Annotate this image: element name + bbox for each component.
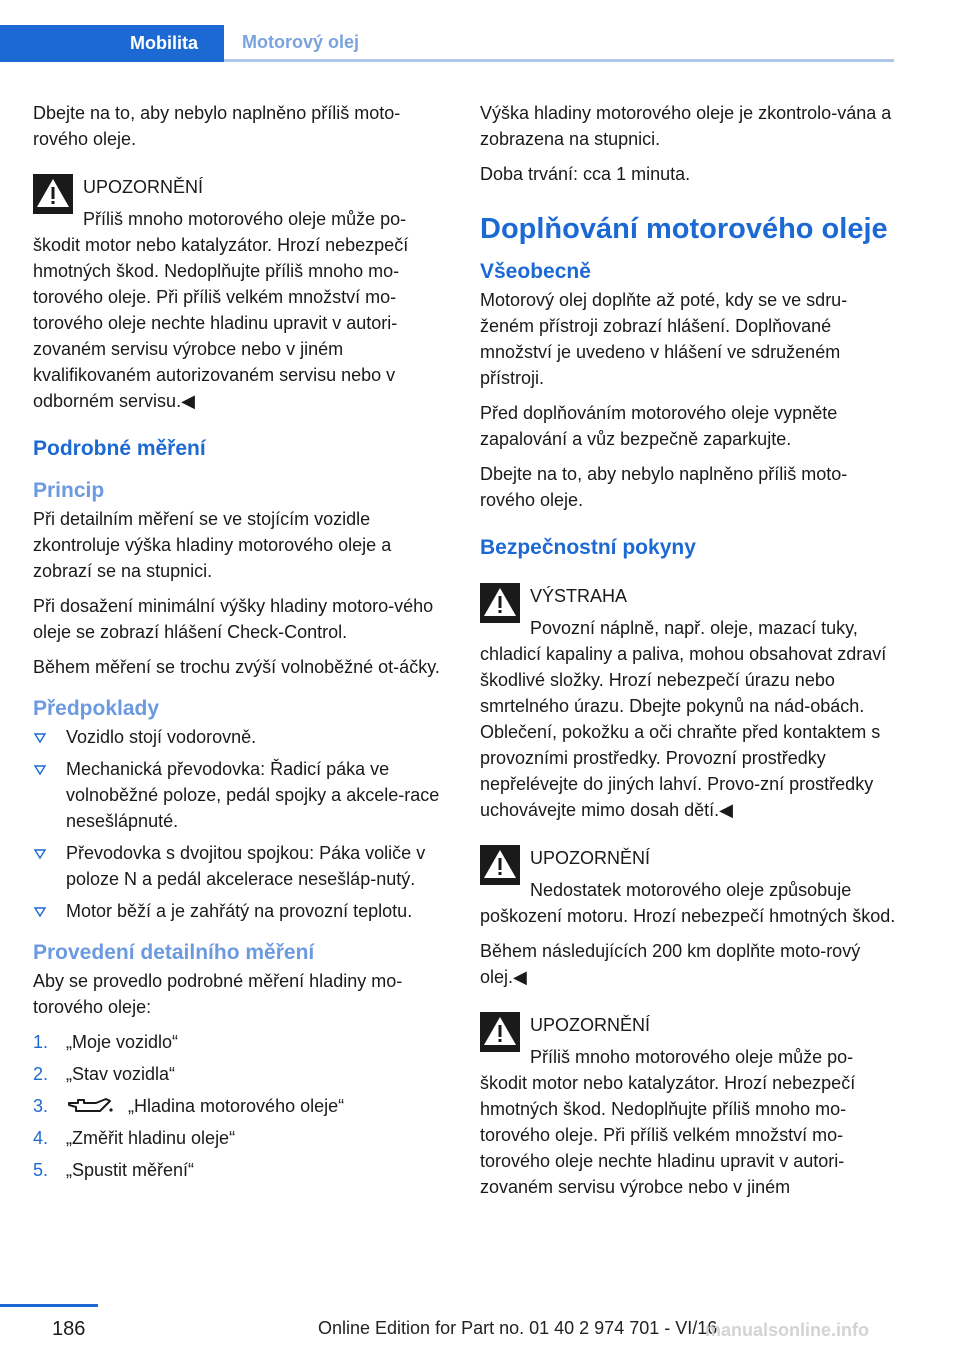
step-number: 4. — [33, 1128, 49, 1148]
section-tab-motorovy-olej: Motorový olej — [224, 25, 894, 62]
warning-title: UPOZORNĚNÍ — [530, 848, 651, 868]
paragraph: Výška hladiny motorového oleje je zkontrolo‐vána a zobrazena na stupnici. — [480, 103, 892, 149]
warning-text: Příliš mnoho motorového oleje může po‐škodit motor nebo katalyzátor. Hrozí nebezpečí hmotných škod. Nedoplňujte příliš mnoho mo‐torového oleje. Při příliš velkém množství mo‐torového oleje nechte hladinu upravit v autori‐zovaném servisu výrobce nebo v jiném kvalifikovaném autorizovaném servisu nebo v odborném servisu.◀ — [33, 209, 409, 411]
warning-triangle-icon — [480, 1012, 520, 1052]
step-number: 2. — [33, 1064, 49, 1084]
paragraph: Při dosažení minimální výšky hladiny motoro‐vého oleje se zobrazí hlášení Check-Control. — [33, 596, 434, 642]
section-heading: Všeobecně — [480, 260, 591, 283]
triangle-bullet-icon — [33, 724, 47, 750]
paragraph: Aby se provedlo podrobné měření hladiny mo‐torového oleje: — [33, 971, 403, 1017]
right-column — [480, 100, 897, 1209]
list-item: 4. „Změřit hladinu oleje“ — [33, 1125, 450, 1151]
step-number: 3. — [33, 1096, 49, 1116]
oil-can-icon — [66, 1096, 114, 1116]
warning-text: Příliš mnoho motorového oleje může po‐škodit motor nebo katalyzátor. Hrozí nebezpečí hmotných škod. Nedoplňujte příliš mnoho mo‐torového oleje. Při příliš velkém množství mo‐torového oleje nechte hladinu upravit v autori‐zovaném servisu výrobce nebo v jiném — [480, 1047, 856, 1197]
triangle-bullet-icon — [33, 756, 47, 782]
step-number: 1. — [33, 1032, 49, 1052]
list-item: Převodovka s dvojitou spojkou: Páka voliče v poloze N a pedál akcelerace nesešláp‐nutý. — [33, 840, 450, 892]
prerequisites-list — [33, 724, 450, 924]
list-item: 1. „Moje vozidlo“ — [33, 1029, 450, 1055]
edition-note: Online Edition for Part no. 01 40 2 974 701 - VI/16 — [318, 1318, 718, 1338]
warning-title: UPOZORNĚNÍ — [530, 1015, 651, 1035]
steps-list — [33, 1029, 450, 1183]
triangle-bullet-icon — [33, 898, 47, 924]
list-item: 2. „Stav vozidla“ — [33, 1061, 450, 1087]
subsection-heading: Předpoklady — [33, 697, 160, 720]
page-number: 186 — [52, 1318, 86, 1340]
paragraph: Motorový olej doplňte až poté, kdy se ve sdru‐ženém přístroji zobrazí hlášení. Doplňované množství je uvedeno v hlášení ve sdruženém přístroji. — [480, 290, 848, 388]
paragraph: Dbejte na to, aby nebylo naplněno příliš moto‐rového oleje. — [480, 464, 848, 510]
list-item: 5. „Spustit měření“ — [33, 1157, 450, 1183]
warning-notice — [33, 174, 450, 414]
step-number: 5. — [33, 1160, 49, 1180]
list-item: Motor běží a je zahřátý na provozní teplotu. — [33, 898, 450, 924]
footer-rule — [0, 1304, 98, 1307]
triangle-bullet-icon — [33, 840, 47, 866]
list-item: Vozidlo stojí vodorovně. — [33, 724, 450, 750]
paragraph: Během následujících 200 km doplňte moto‐rový olej.◀ — [480, 941, 861, 987]
warning-notice — [480, 1012, 897, 1200]
warning-title: UPOZORNĚNÍ — [83, 177, 204, 197]
warning-notice — [480, 845, 897, 990]
chapter-heading: Doplňování motorového oleje — [480, 213, 888, 245]
list-item: 3. „Hladina motorového oleje“ — [33, 1093, 450, 1119]
warning-triangle-icon — [480, 845, 520, 885]
section-tab-mobilita: Mobilita — [0, 25, 224, 62]
warning-triangle-icon — [33, 174, 73, 214]
subsection-heading: Provedení detailního měření — [33, 941, 315, 964]
list-item: Mechanická převodovka: Řadicí páka ve volnoběžné poloze, pedál spojky a akcele‐race nesešlápnuté. — [33, 756, 450, 834]
paragraph: Během měření se trochu zvýší volnoběžné ot‐áčky. — [33, 657, 440, 677]
left-column — [33, 100, 450, 1193]
warning-triangle-icon — [480, 583, 520, 623]
subsection-heading: Princip — [33, 479, 105, 502]
warning-text: Povozní náplně, např. oleje, mazací tuky, chladicí kapaliny a paliva, mohou obsahovat zdraví škodlivé složky. Hrozí nebezpečí úrazu nebo smrtelného úrazu. Dbejte pokynů na nád‐obách. Oblečení, pokožku a oči chraňte před kontaktem s provozními prostředky. Provozní prostředky nepřelévejte do jiných lahví. Provo‐zní prostředky uchovávejte mimo dosah dětí.◀ — [480, 618, 887, 820]
watermark: manualsonline.info — [705, 1320, 870, 1340]
warning-notice — [480, 583, 897, 823]
section-heading: Podrobné měření — [33, 437, 206, 460]
section-heading: Bezpečnostní pokyny — [480, 536, 696, 559]
warning-title: VÝSTRAHA — [530, 586, 628, 606]
paragraph: Doba trvání: cca 1 minuta. — [480, 164, 691, 184]
paragraph: Dbejte na to, aby nebylo naplněno příliš moto‐rového oleje. — [33, 103, 401, 149]
page-header — [0, 0, 960, 62]
paragraph: Při detailním měření se ve stojícím vozidle zkontroluje výška hladiny motorového oleje a zobrazí se na stupnici. — [33, 509, 392, 581]
paragraph: Před doplňováním motorového oleje vypněte zapalování a vůz bezpečně zaparkujte. — [480, 403, 838, 449]
warning-text: Nedostatek motorového oleje způsobuje poškození motoru. Hrozí nebezpečí hmotných škod. — [480, 880, 896, 926]
